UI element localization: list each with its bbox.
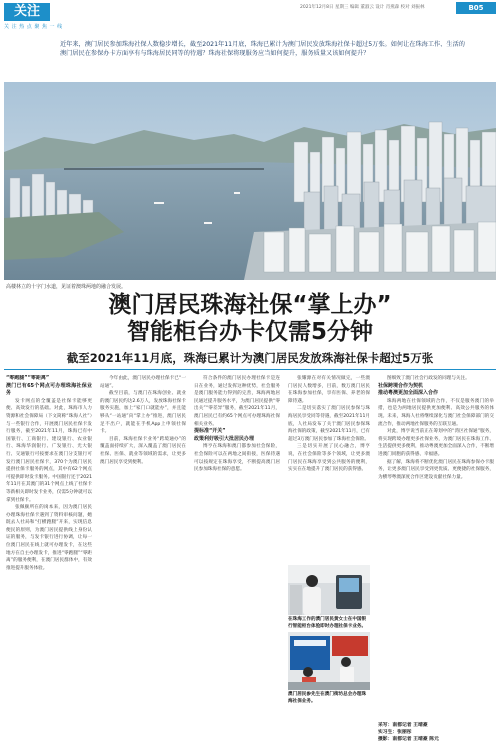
paragraph: 博亨在珠海和澳门都参加社会保险，社会保险可以在两地之间衔接，医保待遇可以按规定在珠海享受，不断提高澳门居民参加珠海社保的意愿。 — [194, 444, 280, 473]
headline-line-1: 澳门居民珠海社保“掌上办” — [108, 292, 392, 318]
photo-caption: 在珠海工作的澳门居民黄女士在中国银行智能柜台体验即时办理社保卡业务。 — [288, 617, 367, 629]
paragraph: 目前，珠海社保卡业务“跨境通办”的覆盖面持续扩大，深入覆盖了澳门居民在社保、医保、就业等领域的需求，让更多澳门居民享受到便利。 — [100, 436, 186, 465]
paragraph: 发卡网点的全覆盖是社保卡能够更便、高效发行的基础。对此，珠海市人力资源和社会保障局（下文简称“珠海人社”）与一些银行合作，开展澳门居民社保卡发行服务，截至2021年11月，珠海已有中国银行、工商银行、建设银行、农业银行、珠海华润银行、广发银行、光大银行、交通银行可按要求在澳门分支银行可发行澳门居民社保卡，370个为澳门居民提供社保卡服务的网点，其中有62个网点可提供即时发卡服务。中国银行还于2021年11月在其澳门的31个网点上线了社保卡等新相关即时发卡业务，仅需5分钟就可以拿到社保卡。 — [6, 398, 92, 503]
paragraph: 三是切实开展了民心融合，博亨说，在社会保险等多个领域，让更多澳门居民在珠海享受到公共服务的便利，实实在在地提升了澳门居民的获得感。 — [288, 444, 370, 473]
section-slogan: 关 注 热 点 聚 焦 一 线 — [4, 24, 63, 30]
column-subhead: “零跑腿”“零距离” — [6, 375, 50, 381]
article-column-3 — [194, 375, 280, 745]
credit-line: 采写：南都记者 王靖豪 — [378, 723, 428, 728]
divider-rule — [4, 369, 496, 370]
bank-counter-illustration — [288, 565, 370, 615]
credit-line: 实习生：张丽彤 — [378, 730, 412, 735]
paragraph: 符合条件的澳门居民办理社保卡是连日在业务，通过发挥这种优势，社会服务是澳门服务能力得到的完善，珠海两地居民通过提升服务水平，为澳门居民提供“零出关”“零差异”服务，截至2021年11月，澳门居民已有约65个网点可办理珠海社保相关业务。 — [194, 376, 280, 427]
paragraph: 二是切实落实了澳门居民参保与珠海居民享受同等待遇，截至2021年11月底，人社局发布了关于澳门居民参保珠海社保的政策，截至2021年11月，已有超过3万澳门居民参加了珠海社会保险。 — [288, 406, 370, 442]
credit-line: 摄影：南都记者 王靖豪 陈元 — [378, 737, 439, 742]
column-subhead: 提标准“开关” — [194, 428, 226, 435]
section-tag: 关注 — [4, 3, 50, 21]
headline — [0, 292, 500, 346]
column-subhead: 推动粤澳更加全面深入合作 — [378, 390, 439, 397]
harbor-photo — [4, 82, 496, 280]
page-number-badge: B05 — [456, 2, 496, 14]
article-column-5 — [378, 375, 494, 745]
lead-paragraph: 近年来，澳门居民参加珠海社保人数稳步增长，截至2021年11月底，珠海已累计为澳门居民发放珠海社保卡超过5万张。如何让在珠海工作、生活的澳门居民在参保办卡方面享有与珠海居民同等的待遇？珠海社保将现服务应当如何提升，服务质量又该如何提升？ — [60, 41, 465, 57]
date-line: 2021年12月8日 星期三 编辑 董淑云 设计 肖燕森 校对 刘振林 — [300, 5, 425, 10]
paragraph: 图细致丁澳门社会行政发的同理与关注。 — [387, 376, 470, 381]
service-desk-illustration — [288, 632, 370, 690]
article-column-1 — [6, 375, 92, 745]
article-column-2 — [100, 375, 186, 745]
paragraph: 张佩颐所在的岗本来，因为澳门居民办理珠海社保卡遇到了资料审核问题，她既去人社局和“打横跑腿”开来，实现信息便民的原则，为澳门居民提供线上身份认证的服务，与发卡银行进行协调，让每一位澳门居民在线上就可办理发卡，在这些地方在自主办理发卡，推进“零跑腿”“零距离”的服务便利，在澳门居民群体中，有效推进提升服务体验。 — [6, 505, 92, 571]
paragraph: 珠海两地在社保领域的合作，不仅是服务澳门的举措，也是为两地居民提供更加便利、高效公共服务的体现。未来，珠海人社将继续深化与澳门社会保障部门的交流合作，推动两地社保服务的互联互通。 — [378, 398, 494, 427]
photo-caption: 澳门居民参先生在澳门街坊总会办理珠海社保业务。 — [288, 692, 367, 704]
paragraph: 今年由此，澳门居民办理社保卡已“一站通”。 — [100, 376, 186, 389]
bank-counter-photo — [288, 565, 370, 615]
paragraph: 据了解，珠海将不断优化澳门居民在珠海参保办卡服务，让更多澳门居民享受到更优质、更便捷的社保服务，为横琴粤澳深度合作区建设贡献社保力量。 — [378, 459, 494, 480]
article-column-4 — [288, 375, 370, 575]
paragraph: 截至目前，与澳门在珠海创业、就业的澳门居民约达2.6万人，发放珠海社保卡服务实施，加上“家门口就能办”，并且能够从“一站通”向“掌上办”推进，澳门居民足不出户，就能在手机App上申领社保卡。 — [100, 391, 186, 435]
subheadline: 截至2021年11月底，珠海已累计为澳门居民发放珠海社保卡超过5万张 — [66, 351, 434, 365]
byline-credits — [378, 722, 439, 743]
headline-line-2: 智能柜台办卡仅需5分钟 — [126, 319, 373, 345]
column-subhead: 澳门已有65个网点可办理珠海社保业务 — [6, 382, 92, 397]
harbor-photo-illustration — [4, 82, 496, 280]
service-desk-photo — [288, 632, 370, 690]
masthead — [0, 0, 500, 36]
paragraph: 对此，博亨说当前正在筹划中的“湾区社保通”服务，将实现跨境办理更多社保业务，为澳门居民在珠海工作、生活提供更多便利，推动粤澳更加全面深入合作，不断增进澳门同胞的获得感、幸福感。 — [378, 429, 494, 457]
column-subhead: 社保跨境合作为契机 — [378, 382, 424, 389]
photo-caption: 高楼林立的十字门水道，见证着澳珠两地的融合发展。 — [6, 284, 127, 290]
paragraph: 张耀源在对有关情况做完，一些澳门居民人数增多，目前，数万澳门居民在珠海参加社保，享有医保、养老的保障待遇。 — [288, 376, 370, 404]
column-subhead: 政策利好吸引大批居民办理 — [194, 435, 255, 442]
